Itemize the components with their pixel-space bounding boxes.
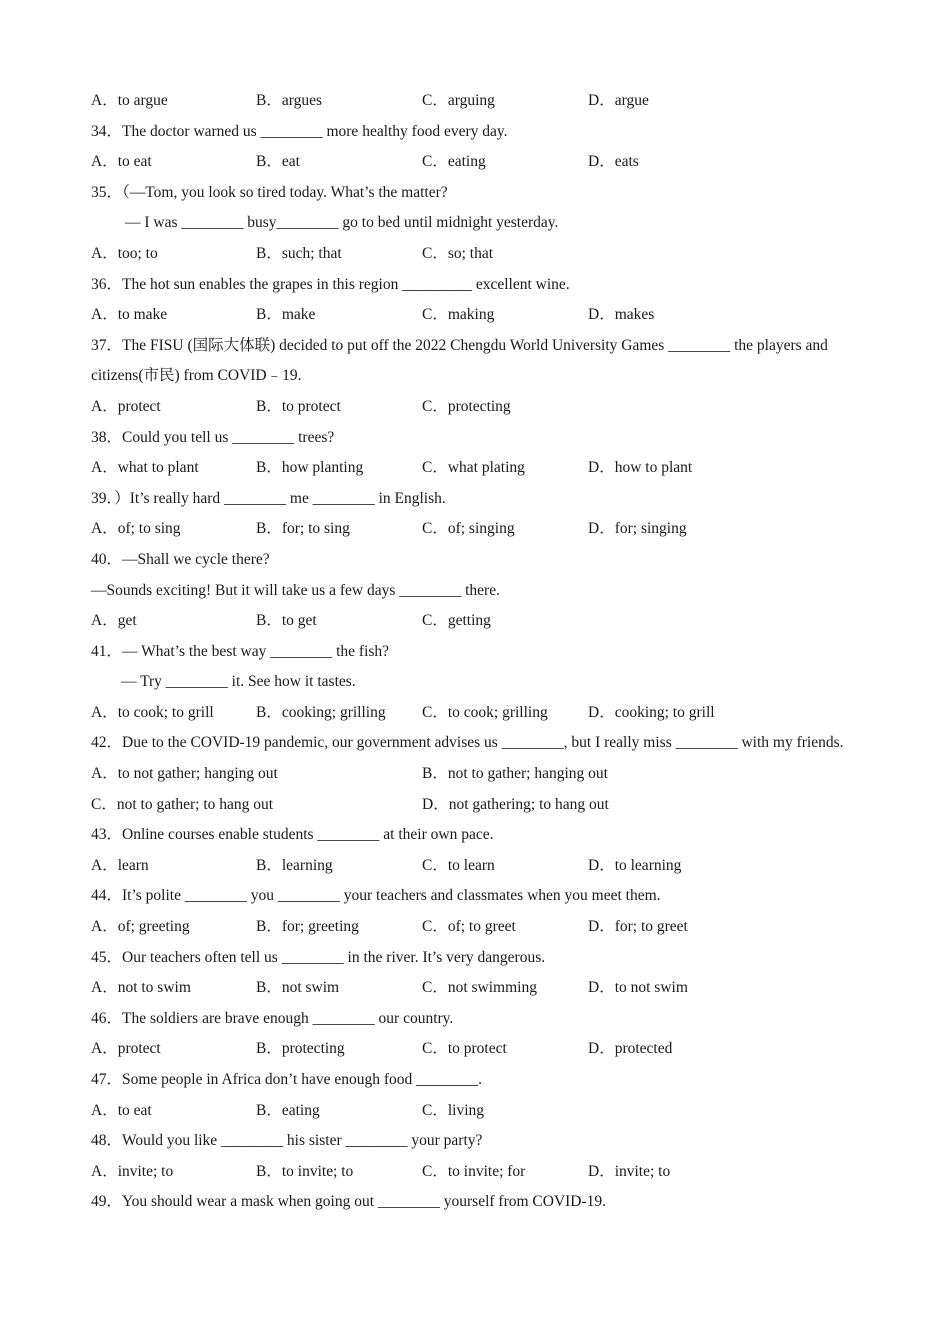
q39-option-b: B．for; to sing [256,520,350,538]
q42-options-row2 [91,790,861,821]
q47-option-c: C．living [422,1101,485,1119]
q36-option-a: A．to make [91,306,168,324]
q49-stem: 49．You should wear a mask when going out ________ yourself from COVID-19. [91,1193,607,1211]
q38-option-c: C．what plating [422,459,525,477]
q40-options [91,606,861,637]
q34-option-c: C．eating [422,153,486,171]
q42-option-a: A．to not gather; hanging out [91,765,278,783]
q35-option-a: A．too; to [91,244,158,262]
q35-option-c: C．so; that [422,244,494,262]
q39-options [91,514,861,545]
q41-option-a: A．to cook; to grill [91,703,214,721]
q33-options [91,86,861,117]
q41-option-b: B．cooking; grilling [256,703,386,721]
q43-option-a: A．learn [91,856,149,874]
q33-option-b: B．argues [256,92,323,109]
q35-option-b: B．such; that [256,244,342,262]
q42-option-c: C．not to gather; to hang out [91,795,274,813]
q46-options [91,1034,861,1065]
q45-option-d: D．to not swim [588,979,688,997]
q33-option-a: A．to argue [91,92,168,109]
q41-options [91,698,861,729]
q42-options-row1 [91,759,861,790]
q45-stem: 45．Our teachers often tell us ________ in the river. It’s very dangerous. [91,948,546,966]
q47-option-b: B．eating [256,1101,320,1119]
q48-stem: 48．Would you like ________ his sister ________ your party? [91,1132,483,1150]
q43-options [91,851,861,882]
q34-option-a: A．to eat [91,153,152,171]
q48-option-b: B．to invite; to [256,1162,354,1180]
q48-option-d: D．invite; to [588,1162,671,1180]
q43-option-b: B．learning [256,856,333,874]
q40-option-c: C．getting [422,612,491,630]
q47-options [91,1096,861,1127]
q43-option-c: C．to learn [422,856,495,874]
q44-option-a: A．of; greeting [91,918,190,936]
q43-stem: 43．Online courses enable students ________ at their own pace. [91,826,494,844]
q47-stem: 47．Some people in Africa don’t have enough food ________. [91,1071,483,1088]
q36-stem: 36．The hot sun enables the grapes in this region _________ excellent wine. [91,275,570,293]
q47-option-a: A．to eat [91,1101,152,1119]
q39-stem: 39．）It’s really hard ________ me ________ in English. [91,489,446,507]
q37-option-c: C．protecting [422,397,511,415]
q44-option-b: B．for; greeting [256,918,359,936]
q44-option-d: D．for; to greet [588,918,688,936]
q40-option-a: A．get [91,612,137,630]
q38-stem: 38．Could you tell us ________ trees? [91,428,335,446]
q34-option-d: D．eats [588,153,639,171]
q39-option-c: C．of; singing [422,520,515,538]
q36-options [91,300,861,331]
q36-option-d: D．makes [588,306,655,324]
q37-option-b: B．to protect [256,397,341,415]
q38-option-b: B．how planting [256,459,364,477]
q38-option-d: D．how to plant [588,459,693,477]
q41-line2: — Try ________ it. See how it tastes. [121,673,356,691]
q45-option-b: B．not swim [256,979,340,997]
q41-option-d: D．cooking; to grill [588,703,715,721]
q44-stem: 44．It’s polite ________ you ________ your teachers and classmates when you meet them. [91,887,661,905]
q42-option-b: B．not to gather; hanging out [422,765,608,783]
q37-stem: 37．The FISU (国际大体联) decided to put off the 2022 Chengdu World University Games ________ the players and citizens(市民) from COVID﹣19. [91,336,828,385]
q40-line2: —Sounds exciting! But it will take us a few days ________ there. [91,581,500,599]
q34-stem: 34．The doctor warned us ________ more healthy food every day. [91,122,508,140]
q35-stem: 35．（—Tom, you look so tired today. What’s the matter? [91,183,448,201]
q46-option-d: D．protected [588,1040,673,1058]
q44-options [91,912,861,943]
q34-option-b: B．eat [256,153,300,171]
q46-option-a: A．protect [91,1040,161,1058]
q46-option-b: B．protecting [256,1040,345,1058]
q40-stem: 40．—Shall we cycle there? [91,550,270,568]
q35-line2: — I was ________ busy________ go to bed until midnight yesterday. [125,214,559,232]
q39-option-a: A．of; to sing [91,520,181,538]
q44-option-c: C．of; to greet [422,918,516,936]
q42-stem: 42．Due to the COVID-19 pandemic, our government advises us ________, but I really miss ________ with my friends. [91,734,844,752]
q45-options [91,973,861,1004]
q48-option-c: C．to invite; for [422,1162,526,1180]
q46-option-c: C．to protect [422,1040,507,1058]
q42-option-d: D．not gathering; to hang out [422,795,609,813]
q45-option-c: C．not swimming [422,979,537,997]
q48-options [91,1157,861,1188]
q48-option-a: A．invite; to [91,1162,174,1180]
q33-option-d: D．argue [588,92,649,109]
q37-option-a: A．protect [91,397,161,415]
q35-options [91,239,861,270]
q36-option-c: C．making [422,306,495,324]
q37-options [91,392,861,423]
q43-option-d: D．to learning [588,856,682,874]
q39-option-d: D．for; singing [588,520,687,538]
q33-option-c: C．arguing [422,92,495,109]
q45-option-a: A．not to swim [91,979,191,997]
q46-stem: 46．The soldiers are brave enough ________ our country. [91,1009,454,1027]
q36-option-b: B．make [256,306,316,324]
question-list [91,86,861,1218]
q38-option-a: A．what to plant [91,459,199,477]
q41-option-c: C．to cook; grilling [422,703,548,721]
q34-options [91,147,861,178]
q38-options [91,453,861,484]
q40-option-b: B．to get [256,612,317,630]
q41-stem: 41．— What’s the best way ________ the fish? [91,642,390,660]
